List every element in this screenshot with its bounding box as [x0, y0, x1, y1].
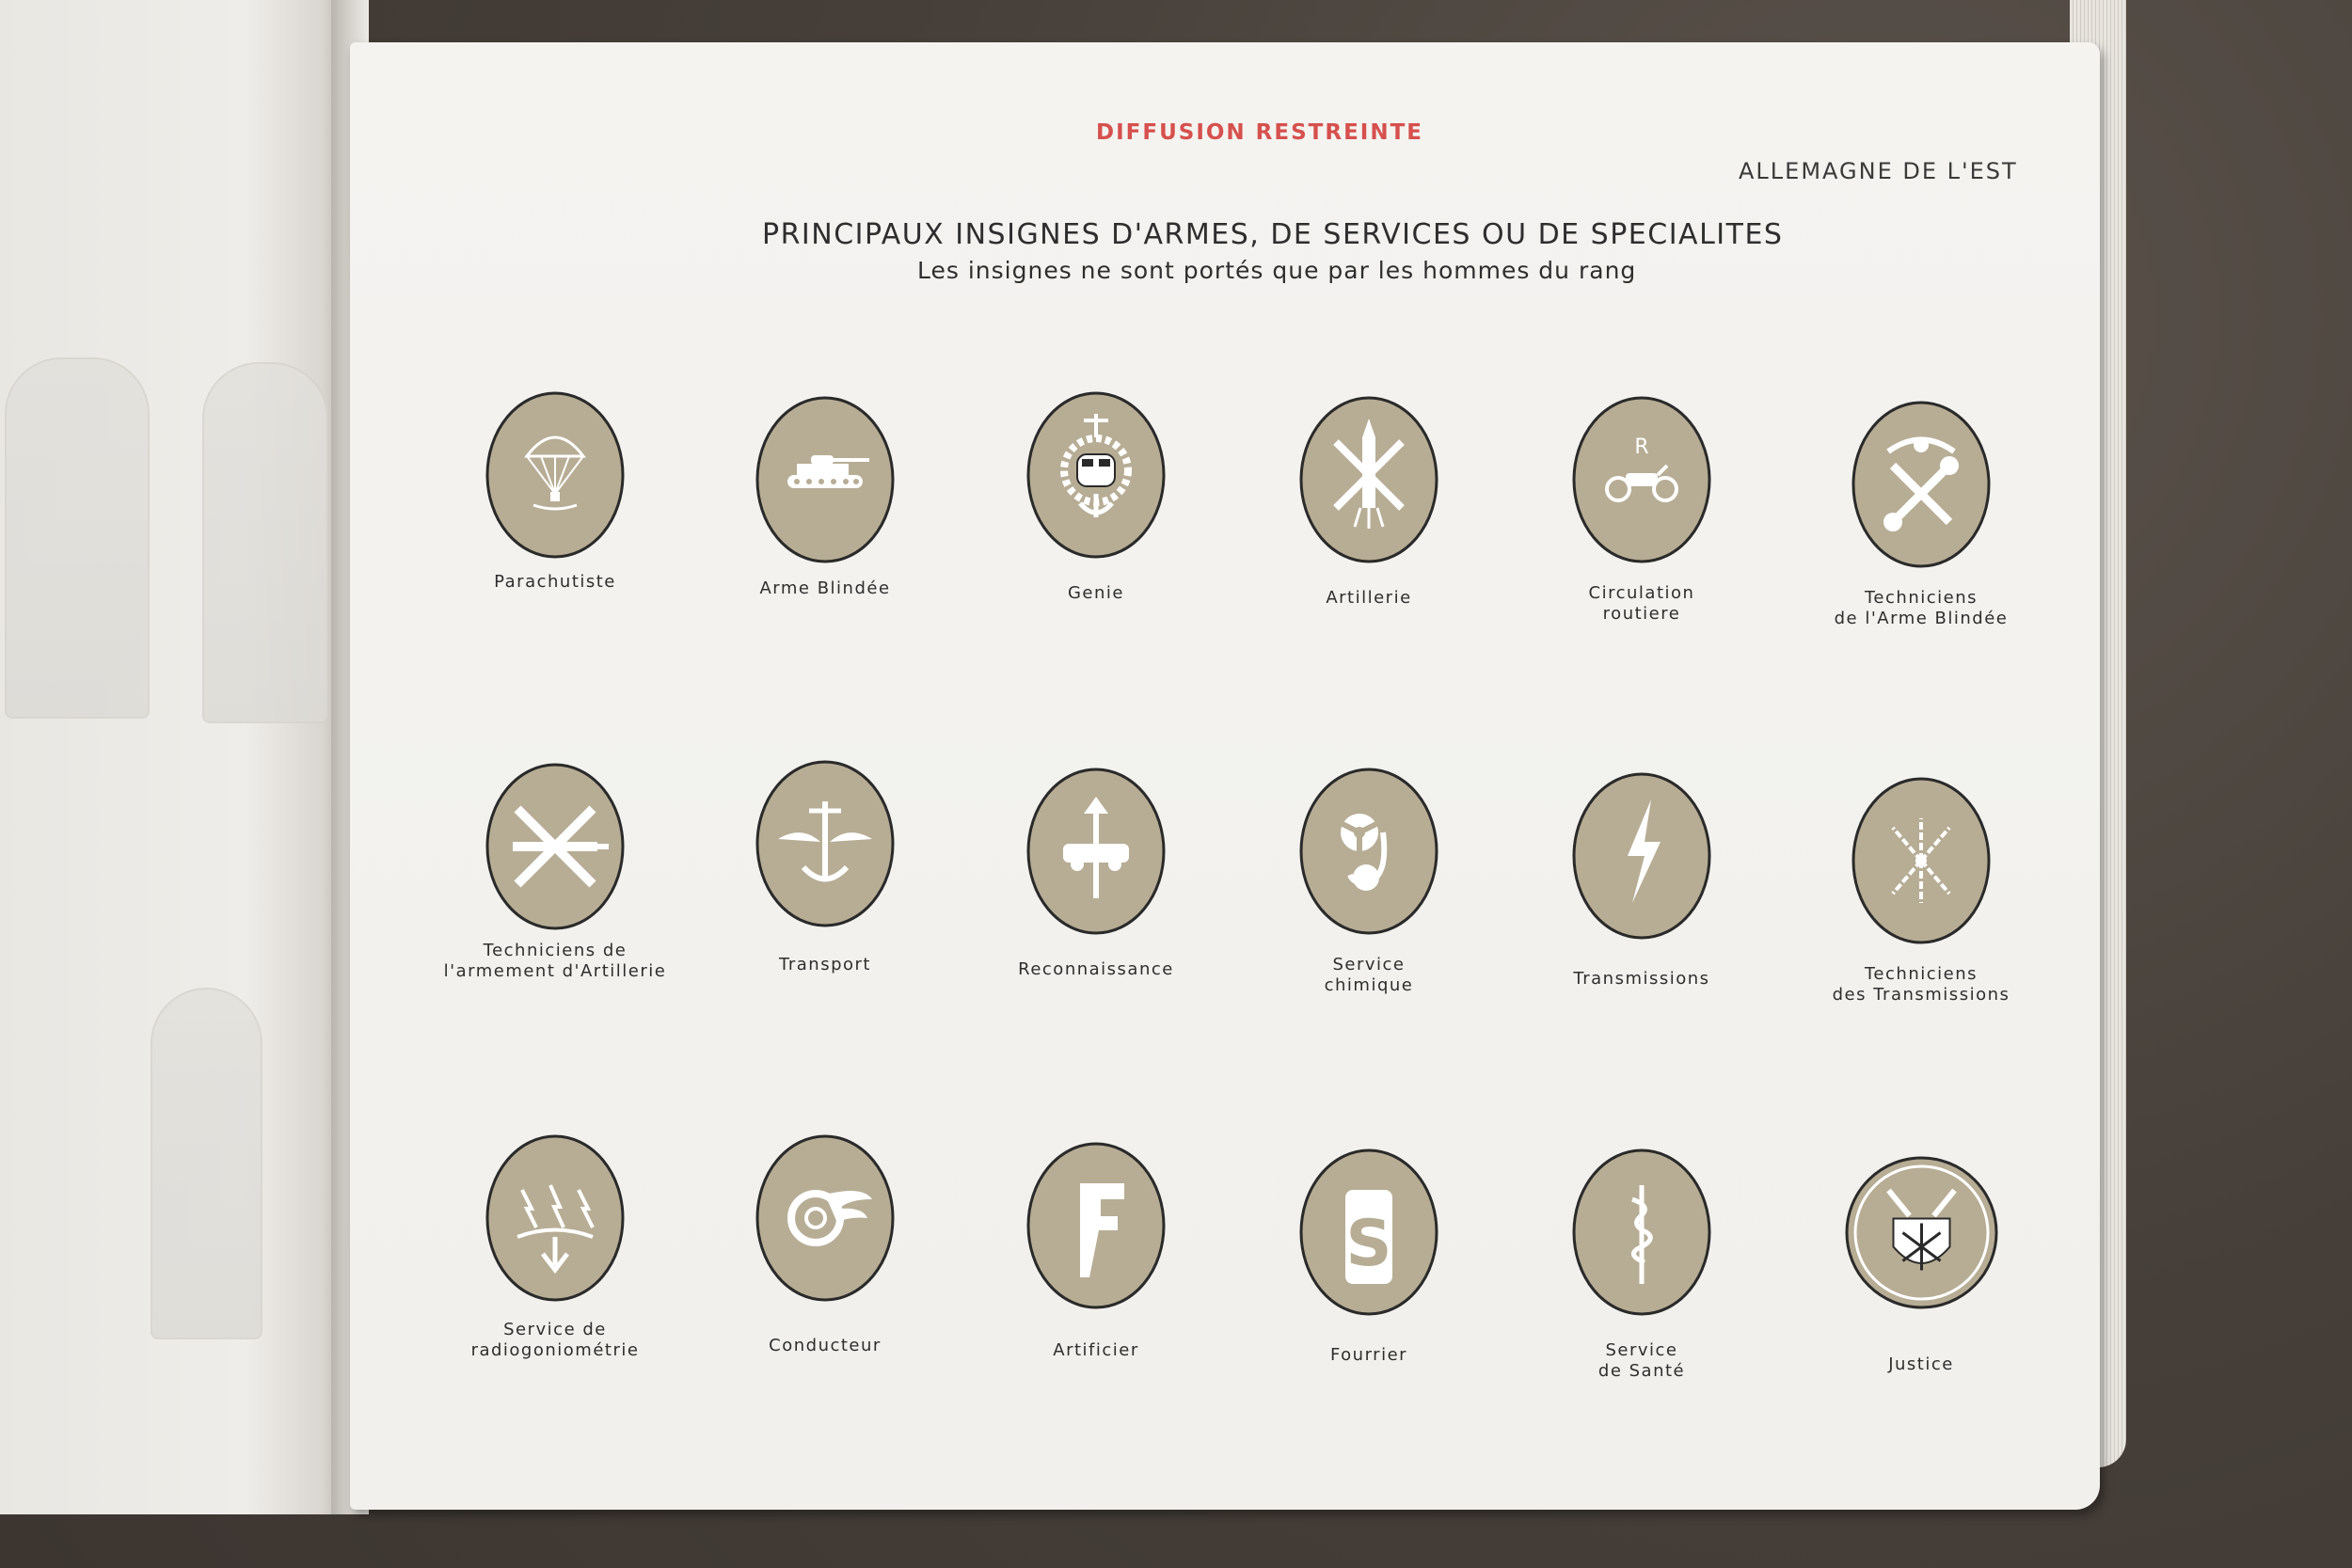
svg-text:S: S	[1345, 1207, 1392, 1281]
insignia-label-line: Circulation	[1588, 583, 1695, 603]
svg-text:R: R	[1634, 436, 1649, 459]
insignia-label	[684, 1336, 966, 1356]
ghost-epaulette	[202, 362, 328, 723]
insignia-label-line: de Santé	[1597, 1361, 1686, 1381]
insignia-label-line: Conducteur	[769, 1336, 882, 1355]
insignia-badge	[1571, 771, 1712, 941]
restriction-label: DIFFUSION RESTREINTE	[1096, 120, 1423, 145]
insignia-label	[1501, 969, 1783, 990]
left-page	[0, 0, 350, 1514]
insignia-label	[1780, 1354, 2062, 1375]
insignia-label-line: radiogoniométrie	[470, 1340, 640, 1360]
insignia-label-line: Fourrier	[1329, 1345, 1408, 1365]
insignia-label	[414, 572, 696, 593]
insignia-badge	[755, 759, 896, 928]
insignia-label-line: Service de	[503, 1320, 607, 1339]
insignia-label	[684, 955, 966, 975]
letter-s-icon	[1345, 1190, 1392, 1284]
insignia-label-line: Artificier	[1053, 1340, 1139, 1360]
insignia-label-line: Genie	[1067, 583, 1124, 603]
insignia-label-line: Artillerie	[1326, 588, 1412, 608]
insignia-badge	[1571, 395, 1712, 564]
insignia-label	[414, 1320, 696, 1361]
insignia-label-line: Reconnaissance	[1018, 959, 1174, 979]
insignia-label-line: Transmissions	[1573, 969, 1710, 989]
insignia-label-line: routiere	[1602, 604, 1681, 624]
ghost-epaulette	[151, 988, 262, 1339]
insignia-label	[1228, 955, 1510, 996]
insignia-label	[955, 583, 1237, 604]
insignia-label	[684, 578, 966, 599]
insignia-label	[1501, 583, 1783, 625]
insignia-label-line: Service	[1605, 1340, 1678, 1360]
insignia-label	[1228, 588, 1510, 609]
insignia-badge	[1298, 1148, 1439, 1317]
page-subtitle: Les insignes ne sont portés que par les hommes du rang	[917, 257, 1637, 284]
insignia-label-line: l'armement d'Artillerie	[443, 961, 667, 981]
insignia-label-line: Techniciens	[1865, 964, 1978, 984]
country-label: ALLEMAGNE DE L'EST	[1739, 158, 2018, 184]
insignia-badge	[485, 390, 626, 560]
page-title: PRINCIPAUX INSIGNES D'ARMES, DE SERVICES OU DE SPECIALITES	[762, 218, 1784, 251]
insignia-badge	[755, 1133, 896, 1303]
insignia-label	[1228, 1345, 1510, 1366]
insignia-label	[1780, 588, 2062, 629]
insignia-badge	[485, 762, 626, 931]
insignia-label-line: Service	[1332, 955, 1406, 974]
insignia-badge	[1298, 395, 1439, 564]
insignia-label-line: Justice	[1888, 1354, 1954, 1374]
insignia-badge	[1025, 767, 1167, 936]
ghost-epaulette	[5, 357, 150, 719]
insignia-label	[955, 959, 1237, 980]
insignia-badge	[1571, 1148, 1712, 1317]
insignia-badge	[755, 395, 896, 564]
insignia-label	[414, 941, 696, 982]
insignia-label-line: Techniciens	[1865, 588, 1978, 608]
insignia-label-line: Transport	[779, 955, 871, 974]
insignia-badge	[1025, 1141, 1167, 1310]
insignia-badge	[1851, 400, 1992, 569]
insignia-badge	[1844, 1155, 1999, 1310]
insignia-label	[1501, 1340, 1783, 1382]
insignia-label-line: chimique	[1324, 975, 1414, 995]
insignia-label-line: Parachutiste	[494, 572, 616, 592]
insignia-badge	[485, 1133, 626, 1303]
insignia-label-line: Arme Blindée	[759, 578, 891, 598]
insignia-badge	[1298, 767, 1439, 936]
insignia-label-line: Techniciens de	[483, 941, 628, 960]
insignia-label	[955, 1340, 1237, 1361]
insignia-label	[1780, 964, 2062, 1006]
insignia-badge	[1025, 390, 1167, 560]
insignia-badge	[1851, 776, 1992, 945]
insignia-label-line: des Transmissions	[1832, 985, 2010, 1005]
insignia-label-line: de l'Arme Blindée	[1834, 609, 2009, 628]
